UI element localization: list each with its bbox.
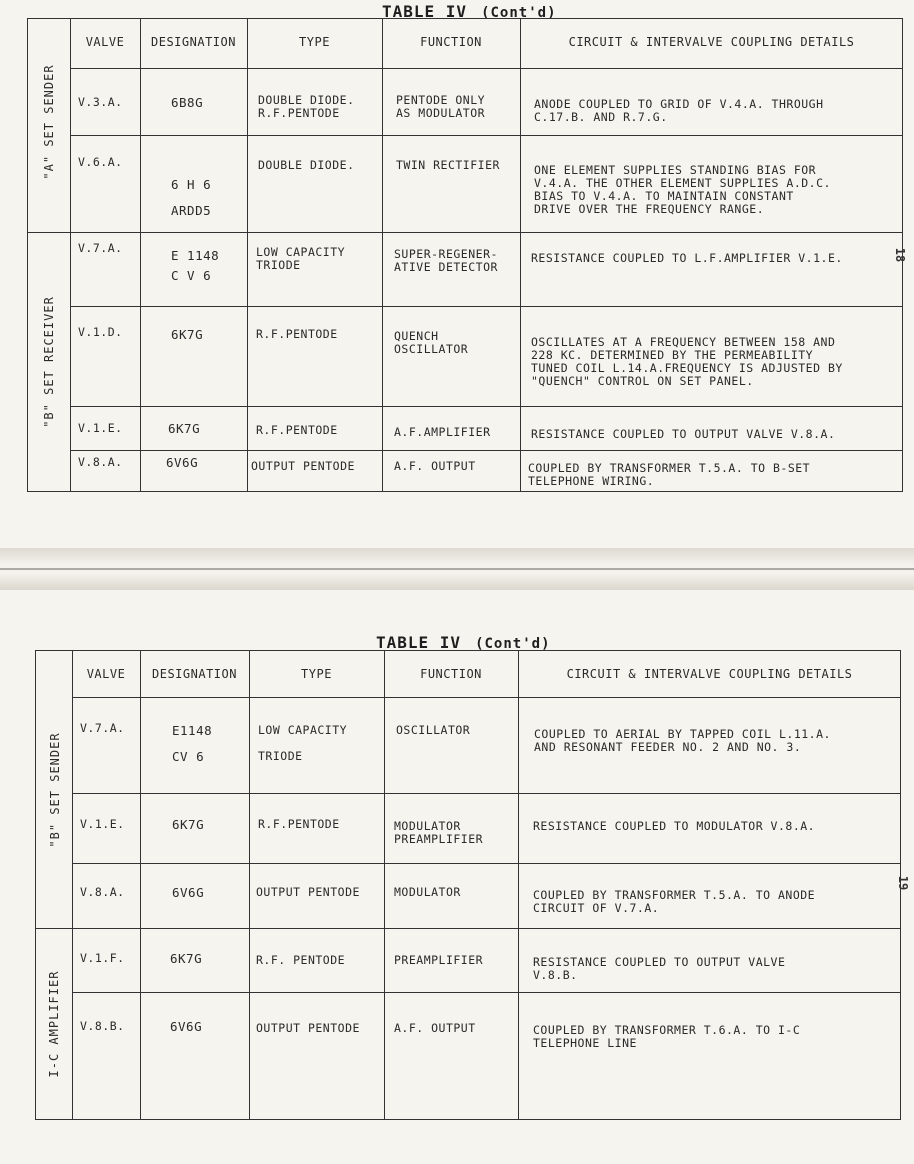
bottom-row-line	[72, 863, 901, 864]
page-number-bottom: 19	[896, 875, 911, 891]
table-cell-designation: 6 H 6 ARDD5	[171, 177, 212, 218]
header-function: FUNCTION	[420, 35, 482, 49]
table-cell-function: MODULATOR PREAMPLIFIER	[394, 819, 484, 846]
bottom-group-divider	[72, 650, 73, 1120]
table-cell-function: TWIN RECTIFIER	[396, 158, 500, 172]
table-cell-type: R.F. PENTODE	[256, 953, 346, 967]
bottom-row-line	[72, 992, 901, 993]
table-cell-valve: V.1.F.	[80, 951, 125, 965]
table-cell-valve: V.1.E.	[78, 421, 123, 435]
table-cell-details: RESISTANCE COUPLED TO OUTPUT VALVE V.8.B.	[533, 955, 786, 982]
top-row-line	[70, 306, 903, 307]
table-cell-designation: 6V6G	[172, 885, 205, 900]
table-cell-details: ONE ELEMENT SUPPLIES STANDING BIAS FOR V.4.A. THE OTHER ELEMENT SUPPLIES A.D.C. BIAS TO V.4.A. TO MAINTAIN CONSTANT DRIVE OVER THE FREQUENCY RANGE.	[534, 163, 831, 216]
bottom-subtitle-text: (Cont'd)	[475, 636, 551, 652]
table-cell-type: LOW CAPACITY TRIODE	[256, 245, 346, 272]
table-cell-type: DOUBLE DIODE.	[258, 158, 355, 172]
table-cell-function: MODULATOR	[394, 885, 461, 899]
bottom-col-line	[140, 650, 141, 1120]
header-designation: DESIGNATION	[151, 35, 236, 49]
header-valve: VALVE	[85, 35, 125, 49]
table-cell-type: OUTPUT PENTODE	[251, 459, 355, 473]
header-valve: VALVE	[86, 667, 126, 681]
table-cell-valve: V.7.A.	[78, 241, 123, 255]
bottom-group-ic-amplifier: I-C AMPLIFIER	[47, 970, 61, 1078]
top-col-line	[520, 18, 521, 492]
table-cell-valve: V.7.A.	[80, 721, 125, 735]
table-cell-function: PREAMPLIFIER	[394, 953, 484, 967]
table-cell-type: LOW CAPACITY TRIODE	[258, 723, 348, 763]
table-cell-valve: V.8.A.	[78, 455, 123, 469]
table-cell-type: OUTPUT PENTODE	[256, 1021, 360, 1035]
table-cell-function: A.F. OUTPUT	[394, 1021, 476, 1035]
table-cell-valve: V.6.A.	[78, 155, 123, 169]
top-row-line	[70, 135, 903, 136]
bottom-row-line	[72, 697, 901, 698]
header-function: FUNCTION	[420, 667, 482, 681]
table-cell-valve: V.8.B.	[80, 1019, 125, 1033]
table-cell-details: COUPLED BY TRANSFORMER T.5.A. TO B-SET TELEPHONE WIRING.	[528, 461, 811, 488]
top-col-line	[140, 18, 141, 492]
table-cell-valve: V.8.A.	[80, 885, 125, 899]
top-row-line	[70, 406, 903, 407]
top-row-line	[70, 232, 903, 233]
table-cell-designation: 6K7G	[171, 327, 204, 342]
table-cell-designation: 6V6G	[166, 455, 199, 470]
table-cell-details: COUPLED BY TRANSFORMER T.5.A. TO ANODE CIRCUIT OF V.7.A.	[533, 888, 816, 915]
table-cell-type: DOUBLE DIODE. R.F.PENTODE	[258, 93, 355, 120]
page-fold	[0, 548, 914, 590]
bottom-row-line	[72, 928, 901, 929]
bottom-row-line	[72, 793, 901, 794]
table-cell-type: OUTPUT PENTODE	[256, 885, 360, 899]
top-row-line	[70, 68, 903, 69]
table-cell-function: A.F.AMPLIFIER	[394, 425, 491, 439]
top-title-text: TABLE IV	[382, 2, 468, 21]
top-group-b-receiver: "B" SET RECEIVER	[42, 296, 56, 428]
table-cell-details: RESISTANCE COUPLED TO OUTPUT VALVE V.8.A.	[531, 427, 836, 441]
table-cell-type: R.F.PENTODE	[258, 817, 340, 831]
top-col-line	[382, 18, 383, 492]
table-cell-designation: E 1148 C V 6	[171, 248, 220, 283]
table-cell-function: OSCILLATOR	[396, 723, 471, 737]
table-cell-function: PENTODE ONLY AS MODULATOR	[396, 93, 486, 120]
table-cell-details: RESISTANCE COUPLED TO L.F.AMPLIFIER V.1.E.	[531, 251, 843, 265]
header-designation: DESIGNATION	[152, 667, 237, 681]
table-cell-designation: 6K7G	[168, 421, 201, 436]
table-cell-details: RESISTANCE COUPLED TO MODULATOR V.8.A.	[533, 819, 816, 833]
table-cell-type: R.F.PENTODE	[256, 327, 338, 341]
table-cell-designation: E1148 CV 6	[172, 723, 213, 764]
table-cell-function: QUENCH OSCILLATOR	[394, 329, 469, 356]
table-cell-type: R.F.PENTODE	[256, 423, 338, 437]
bottom-col-line	[518, 650, 519, 1120]
top-group-divider	[70, 18, 71, 492]
top-col-line	[247, 18, 248, 492]
table-cell-valve: V.1.D.	[78, 325, 123, 339]
bottom-title-text: TABLE IV	[376, 633, 462, 652]
bottom-group-b-sender: "B" SET SENDER	[48, 732, 62, 848]
table-cell-valve: V.1.E.	[80, 817, 125, 831]
header-type: TYPE	[301, 667, 332, 681]
header-details: CIRCUIT & INTERVALVE COUPLING DETAILS	[568, 35, 855, 49]
header-type: TYPE	[299, 35, 330, 49]
top-group-a-sender: "A" SET SENDER	[42, 64, 56, 180]
header-details: CIRCUIT & INTERVALVE COUPLING DETAILS	[566, 667, 853, 681]
table-cell-details: COUPLED BY TRANSFORMER T.6.A. TO I-C TELEPHONE LINE	[533, 1023, 801, 1050]
table-cell-designation: 6B8G	[171, 95, 204, 110]
top-subtitle-text: (Cont'd)	[481, 5, 557, 21]
table-cell-details: OSCILLATES AT A FREQUENCY BETWEEN 158 AND 228 KC. DETERMINED BY THE PERMEABILITY TUNED COIL L.14.A.FREQUENCY IS ADJUSTED BY "QUENCH" CONTROL ON SET PANEL.	[531, 335, 843, 388]
table-cell-details: ANODE COUPLED TO GRID OF V.4.A. THROUGH C.17.B. AND R.7.G.	[534, 97, 824, 124]
table-cell-designation: 6V6G	[170, 1019, 203, 1034]
page-number-top: 18	[893, 247, 908, 263]
bottom-col-line	[384, 650, 385, 1120]
table-cell-function: SUPER-REGENER- ATIVE DETECTOR	[394, 247, 498, 274]
table-cell-details: COUPLED TO AERIAL BY TAPPED COIL L.11.A. AND RESONANT FEEDER NO. 2 AND NO. 3.	[534, 727, 831, 754]
table-cell-function: A.F. OUTPUT	[394, 459, 476, 473]
table-cell-valve: V.3.A.	[78, 95, 123, 109]
fold-crease	[0, 568, 914, 570]
table-cell-designation: 6K7G	[172, 817, 205, 832]
table-cell-designation: 6K7G	[170, 951, 203, 966]
